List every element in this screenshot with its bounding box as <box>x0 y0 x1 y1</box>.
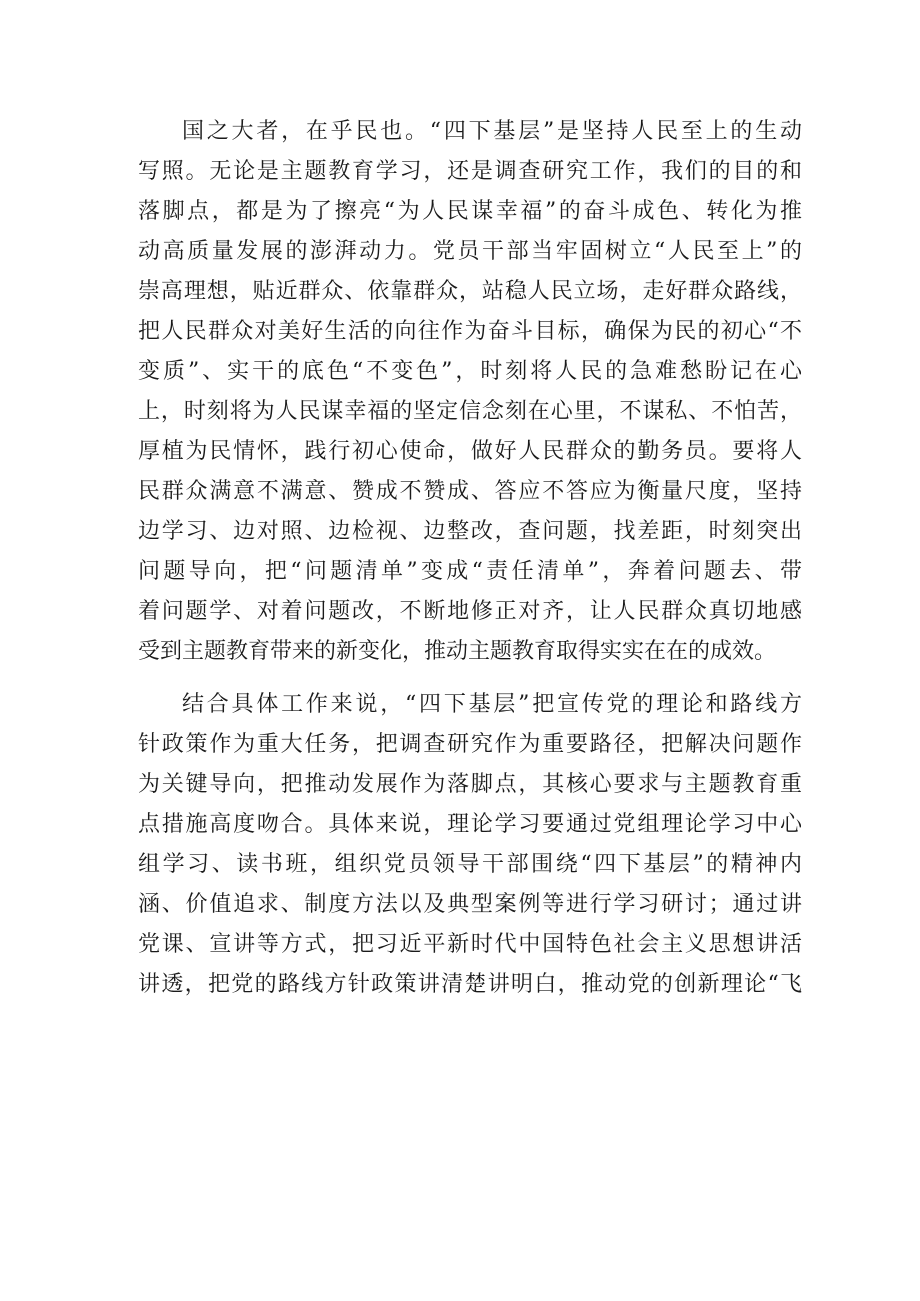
text-line: 崇高理想，贴近群众、依靠群众，站稳人民立场，走好群众路线， <box>138 279 802 304</box>
text-line: 民群众满意不满意、赞成不赞成、答应不答应为衡量尺度，坚持 <box>138 479 802 504</box>
text-line: 问题导向，把“问题清单”变成“责任清单”，奔着问题去、带 <box>138 559 802 584</box>
text-line: 国之大者，在乎民也。“四下基层”是坚持人民至上的生动 <box>182 119 802 144</box>
text-line: 动高质量发展的澎湃动力。党员干部当牢固树立“人民至上”的 <box>138 239 802 264</box>
paragraph-2 <box>138 685 802 1005</box>
text-line: 写照。无论是主题教育学习，还是调查研究工作，我们的目的和 <box>138 159 802 184</box>
text-line: 党课、宣讲等方式，把习近平新时代中国特色社会主义思想讲活 <box>138 932 802 957</box>
text-line: 针政策作为重大任务，把调查研究作为重要路径，把解决问题作 <box>138 732 802 757</box>
paragraph-1 <box>138 112 802 672</box>
text-line: 厚植为民情怀，践行初心使命，做好人民群众的勤务员。要将人 <box>138 439 802 464</box>
text-line: 为关键导向，把推动发展作为落脚点，其核心要求与主题教育重 <box>138 772 802 797</box>
text-line: 落脚点，都是为了擦亮“为人民谋幸福”的奋斗成色、转化为推 <box>138 199 802 224</box>
text-line: 边学习、边对照、边检视、边整改，查问题，找差距，时刻突出 <box>138 519 802 544</box>
text-line: 着问题学、对着问题改，不断地修正对齐，让人民群众真切地感 <box>138 599 802 624</box>
text-line: 上，时刻将为人民谋幸福的坚定信念刻在心里，不谋私、不怕苦， <box>138 399 802 424</box>
text-line: 点措施高度吻合。具体来说，理论学习要通过党组理论学习中心 <box>138 812 802 837</box>
text-line: 结合具体工作来说，“四下基层”把宣传党的理论和路线方 <box>182 692 802 717</box>
text-line: 涵、价值追求、制度方法以及典型案例等进行学习研讨；通过讲 <box>138 892 802 917</box>
text-line: 变质”、实干的底色“不变色”，时刻将人民的急难愁盼记在心 <box>138 359 802 384</box>
text-line: 把人民群众对美好生活的向往作为奋斗目标，确保为民的初心“不 <box>138 319 802 344</box>
text-line: 受到主题教育带来的新变化，推动主题教育取得实实在在的成效。 <box>138 639 777 664</box>
document-body <box>138 112 802 1005</box>
text-line: 组学习、读书班，组织党员领导干部围绕“四下基层”的精神内 <box>138 852 802 877</box>
text-line: 讲透，把党的路线方针政策讲清楚讲明白，推动党的创新理论“飞 <box>138 972 802 997</box>
